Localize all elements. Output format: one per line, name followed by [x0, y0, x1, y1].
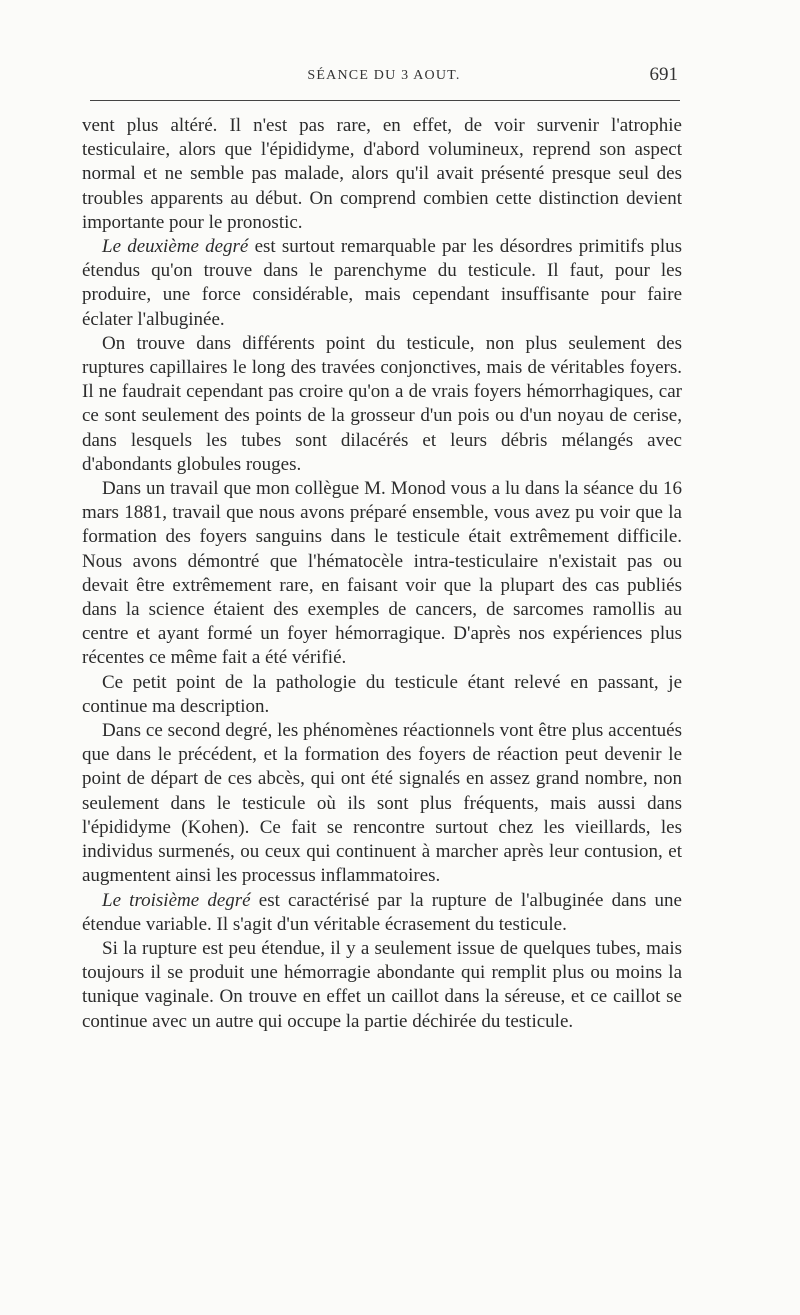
paragraph-8 [82, 937, 682, 1034]
paragraph-text: Dans ce second degré, les phénomènes réactionnels vont être plus accentués que dans le précédent, et la formation des foyers de réaction peut devenir le point de départ de ces abcès, qui ont été signalés en assez grand nombre, non seulement dans le testicule où ils sont plus fréquents, mais aussi dans l'épididyme (Kohen). Ce fait se rencontre surtout chez les vieillards, les individus surmenés, ou ceux qui continuent à marcher après leur contusion, et augmentent ainsi les processus inflammatoires. [82, 720, 682, 887]
running-header [88, 62, 680, 92]
page-number: 691 [649, 64, 678, 85]
paragraph-5 [82, 671, 682, 719]
paragraph-1 [82, 114, 682, 235]
paragraph-text: vent plus altéré. Il n'est pas rare, en effet, de voir survenir l'atrophie testiculaire, alors que l'épididyme, d'abord volumineux, reprend son aspect normal et ne semble pas malade, alors qu'il avait présenté presque seul des troubles apparents au début. On comprend combien cette distinction devient importante pour le pronostic. [82, 115, 682, 233]
paragraph-text: est caractérisé par la rupture de l'albuginée dans une étendue variable. Il s'agit d'un véritable écrasement du testicule. [82, 889, 682, 935]
paragraph-text: est surtout remarquable par les désordres primitifs plus étendus qu'on trouve dans le parenchyme du testicule. Il faut, pour les produire, une force considérable, mais cependant insuffisante pour faire éclater l'albuginée. [82, 236, 682, 330]
running-title: SÉANCE DU 3 AOUT. [307, 68, 461, 83]
body-text [82, 114, 682, 1034]
paragraph-lead: Le deuxième degré [102, 236, 249, 258]
paragraph-lead: Le troisième degré [102, 889, 251, 911]
paragraph-7 [82, 889, 682, 937]
paragraph-text: Ce petit point de la pathologie du testicule étant relevé en passant, je continue ma description. [82, 671, 682, 717]
paragraph-6 [82, 719, 682, 888]
paragraph-text: Dans un travail que mon collègue M. Monod vous a lu dans la séance du 16 mars 1881, travail que nous avons préparé ensemble, vous avez pu voir que la formation des foyers sanguins dans le testicule était extrêmement difficile. Nous avons démontré que l'hématocèle intra-testiculaire n'existait pas ou devait être extrêmement rare, en faisant voir que la plupart des cas publiés dans la science étaient des exemples de cancers, de sarcomes ramollis au centre et ayant formé un foyer hémorragique. D'après nos expériences plus récentes ce même fait a été vérifié. [82, 478, 682, 669]
paragraph-4 [82, 477, 682, 671]
header-rule [90, 100, 680, 101]
paragraph-text: On trouve dans différents point du testicule, non plus seulement des ruptures capillaires le long des travées conjonctives, mais de véritables foyers. Il ne faudrait cependant pas croire qu'on a de vrais foyers hémorrhagiques, car ce sont seulement des points de la grosseur d'un pois ou d'un noyau de cerise, dans lesquels les tubes sont dilacérés et leurs débris mélangés avec d'abondants globules rouges. [82, 332, 682, 475]
paragraph-3 [82, 332, 682, 477]
paragraph-text: Si la rupture est peu étendue, il y a seulement issue de quelques tubes, mais toujours il se produit une hémorragie abondante qui remplit plus ou moins la tunique vaginale. On trouve en effet un caillot dans la séreuse, et ce caillot se continue avec un autre qui occupe la partie déchirée du testicule. [82, 937, 682, 1032]
paragraph-2 [82, 235, 682, 332]
